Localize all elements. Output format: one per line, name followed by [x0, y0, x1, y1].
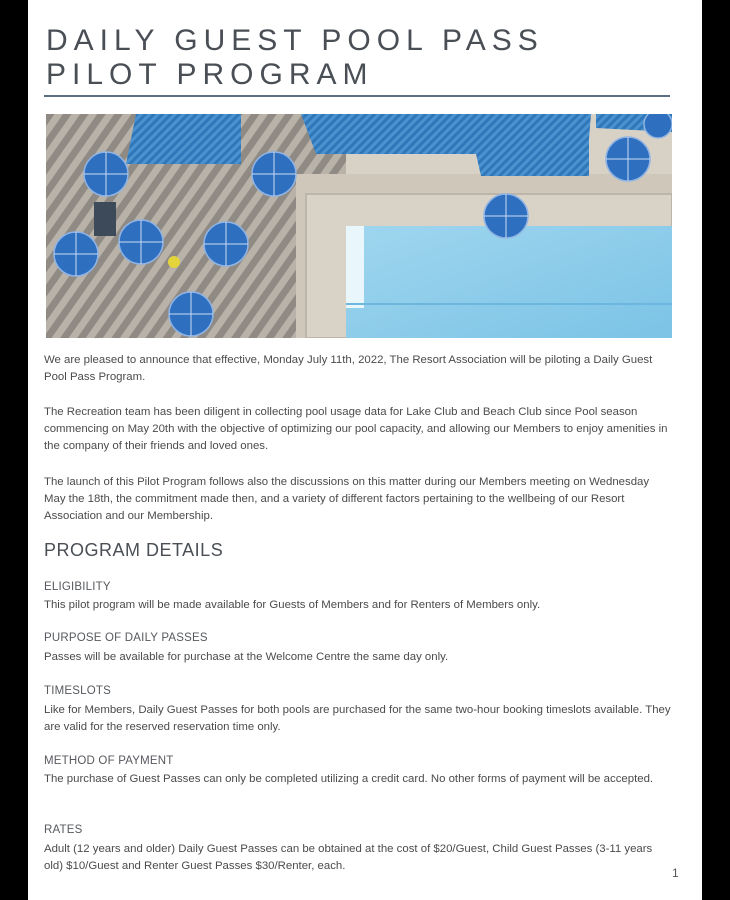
purpose-label: PURPOSE OF DAILY PASSES — [44, 632, 208, 644]
title-divider — [44, 95, 670, 97]
rates-label: RATES — [44, 824, 83, 836]
payment-text: The purchase of Guest Passes can only be completed utilizing a credit card. No other forms of payment will be accepted. — [44, 773, 654, 785]
document-page — [28, 0, 702, 900]
eligibility-text: This pilot program will be made available for Guests of Members and for Renters of Members only. — [44, 599, 541, 611]
eligibility-label: ELIGIBILITY — [44, 581, 111, 593]
intro-paragraph-1: We are pleased to announce that effective, Monday July 11th, 2022, The Resort Association will be piloting a Daily Guest Pool Pass Program. — [44, 354, 653, 383]
title-line-1: DAILY GUEST POOL PASS — [46, 24, 544, 57]
rates-text: Adult (12 years and older) Daily Guest Passes can be obtained at the cost of $20/Guest, Child Guest Passes (3-11 years old) $10/Guest and Renter Guest Passes $30/Renter, each. — [44, 843, 653, 872]
program-details-heading: PROGRAM DETAILS — [44, 540, 224, 560]
intro-paragraph-3: The launch of this Pilot Program follows also the discussions on this matter during our Members meeting on Wednesday May the 18th, the commitment made then, and a variety of different factors pertaining to the wellbeing of our Resort Association and our Membership. — [44, 476, 650, 522]
timeslots-label: TIMESLOTS — [44, 685, 111, 697]
timeslots-text: Like for Members, Daily Guest Passes for both pools are purchased for the same two-hour booking timeslots available. They are valid for the reserved reservation time only. — [44, 704, 671, 733]
pool-aerial-photo — [46, 114, 672, 338]
payment-label: METHOD OF PAYMENT — [44, 755, 174, 767]
purpose-text: Passes will be available for purchase at the Welcome Centre the same day only. — [44, 651, 449, 663]
page-title — [46, 24, 686, 92]
intro-paragraph-2: The Recreation team has been diligent in collecting pool usage data for Lake Club and Beach Club since Pool season commencing on May 20th with the objective of optimizing our pool capacity, and allowing our Members to enjoy amenities in the company of their friends and loved ones. — [44, 406, 668, 452]
page-number: 1 — [672, 866, 679, 880]
title-line-2: PILOT PROGRAM — [46, 58, 374, 91]
